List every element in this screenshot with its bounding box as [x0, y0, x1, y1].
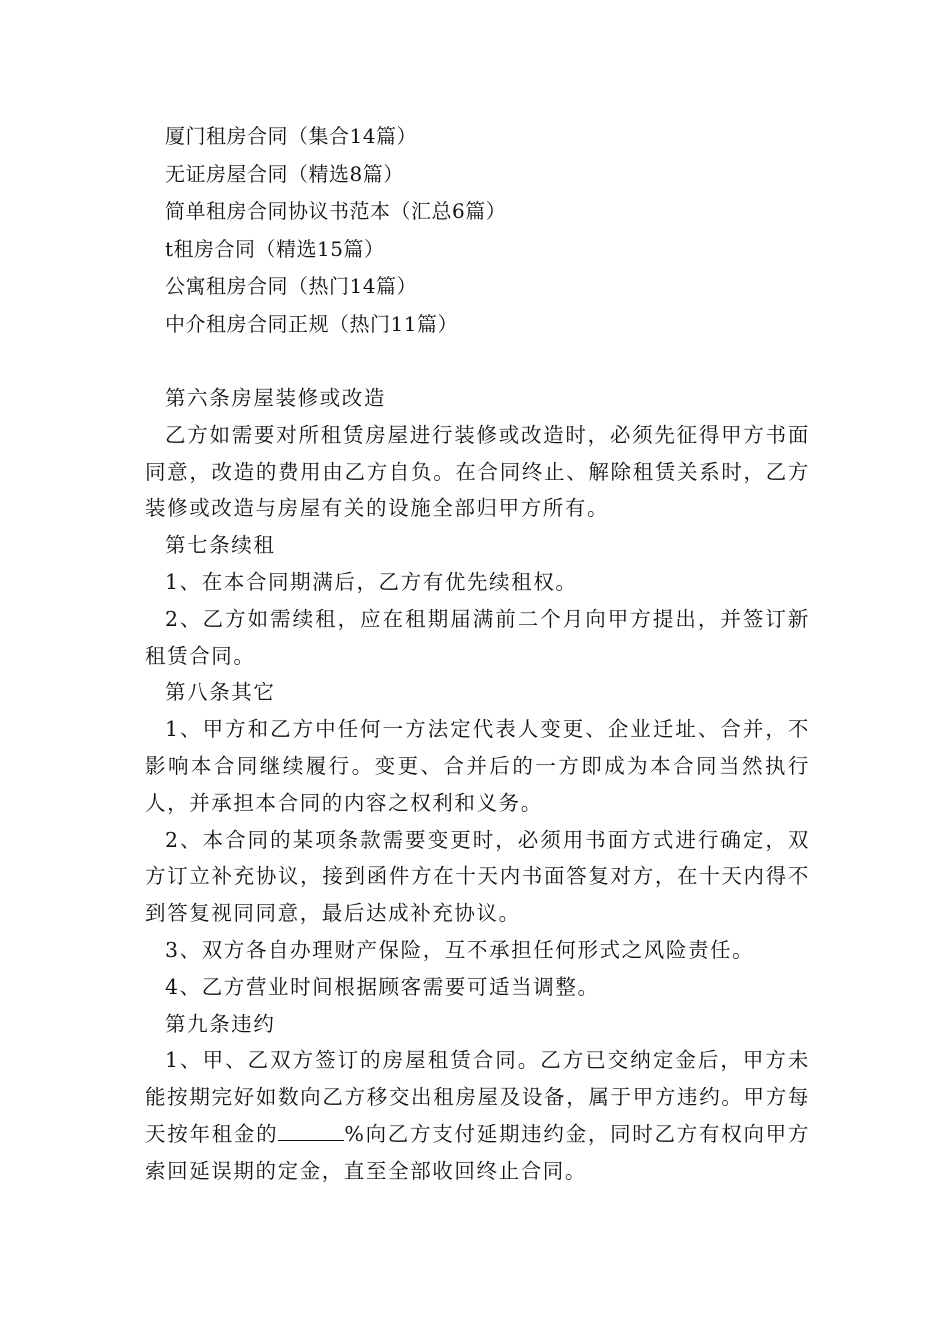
list-item[interactable]: 公寓租房合同（热门14篇） — [165, 274, 417, 299]
article-8-item-4: 4、乙方营业时间根据顾客需要可适当调整。 — [165, 974, 600, 999]
article-7-item-2: 2、乙方如需续租，应在租期届满前二个月向甲方提出，并签订新租赁合同。 — [145, 606, 810, 668]
article-9-item-1 — [145, 1042, 810, 1189]
article-9-item-1-text-a: 1、甲、乙双方签订的房屋租赁合同。乙方已交纳定金后，甲方未能按期完好如数向乙方移交出租房屋及设备，属于甲方违约。甲方每天按年租金的 — [145, 1048, 810, 1146]
list-item[interactable]: 中介租房合同正规（热门11篇） — [165, 311, 458, 336]
article-8-item-2: 2、本合同的某项条款需要变更时，必须用书面方式进行确定，双方订立补充协议，接到函件方在十天内书面答复对方，在十天内得不到答复视同同意，最后达成补充协议。 — [145, 827, 810, 926]
list-item[interactable]: 厦门租房合同（集合14篇） — [165, 124, 417, 148]
contract-body — [145, 380, 810, 1190]
article-8-item-3: 3、双方各自办理财产保险，互不承担任何形式之风险责任。 — [165, 937, 755, 962]
fill-in-blank[interactable] — [278, 1122, 344, 1141]
article-7-title: 第七条续租 — [165, 533, 276, 558]
article-9-title: 第九条违约 — [165, 1011, 276, 1036]
list-item[interactable]: t租房合同（精选15篇） — [165, 236, 385, 261]
article-8-title: 第八条其它 — [165, 680, 276, 705]
article-9-item-1-text-b: %向乙方支付延期违约金，同时乙方有权向甲方索回延误期的定金，直至全部收回终止合同。 — [145, 1121, 811, 1183]
article-8-item-1: 1、甲方和乙方中任何一方法定代表人变更、企业迁址、合并，不影响本合同继续履行。变更、合并后的一方即成为本合同当然执行人，并承担本合同的内容之权利和义务。 — [145, 717, 810, 815]
article-6-text: 乙方如需要对所租赁房屋进行装修或改造时，必须先征得甲方书面同意，改造的费用由乙方自负。在合同终止、解除租赁关系时，乙方装修或改造与房屋有关的设施全部归甲方所有。 — [145, 422, 810, 521]
list-item[interactable]: 简单租房合同协议书范本（汇总6篇） — [165, 199, 507, 224]
article-7-item-1: 1、在本合同期满后，乙方有优先续租权。 — [165, 569, 578, 594]
related-contracts-list — [165, 118, 805, 344]
article-6-title: 第六条房屋装修或改造 — [165, 386, 386, 410]
list-item[interactable]: 无证房屋合同（精选8篇） — [165, 161, 404, 186]
